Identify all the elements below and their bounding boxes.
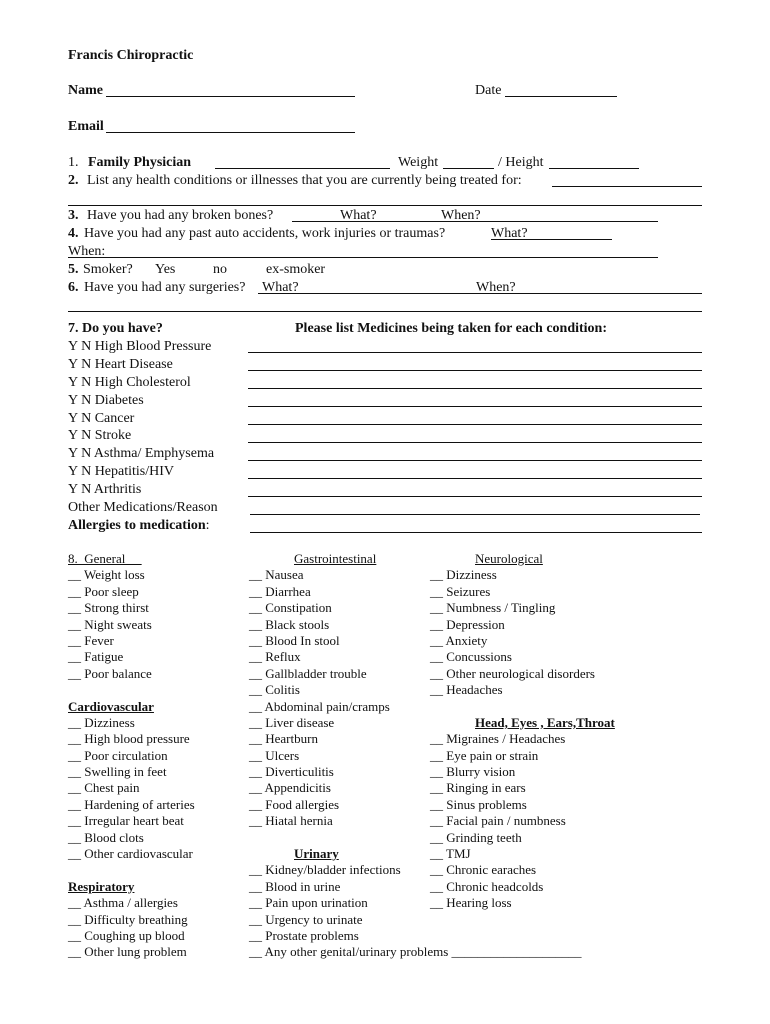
other-medications-field[interactable] (250, 514, 700, 515)
condition-item[interactable]: Y N Stroke (68, 428, 132, 444)
other-medications-label: Other Medications/Reason (68, 500, 218, 516)
q3-what-label: What? (340, 208, 377, 223)
symptom-item[interactable]: __ Blood In stool (249, 632, 340, 648)
symptom-item[interactable]: __ Ringing in ears (430, 780, 526, 796)
medicine-field[interactable] (248, 388, 702, 389)
date-label: Date (475, 83, 502, 98)
symptom-item[interactable]: __ Hardening of arteries (68, 796, 195, 812)
symptom-item[interactable]: __ Night sweats (68, 616, 152, 632)
symptom-item[interactable]: __ Poor sleep (68, 583, 139, 599)
q4-what-label: What? (491, 226, 528, 241)
symptom-item[interactable]: __ Fever (68, 632, 114, 648)
symptom-item[interactable]: __ Urgency to urinate (249, 911, 363, 927)
symptom-item[interactable]: __ Seizures (430, 583, 491, 599)
surgeries-field-line-2[interactable] (68, 311, 702, 312)
symptom-item[interactable]: __ Ulcers (249, 747, 300, 763)
symptom-item[interactable]: __ Liver disease (249, 714, 335, 730)
symptom-item[interactable]: __ Eye pain or strain (430, 747, 539, 763)
symptom-item[interactable]: __ High blood pressure (68, 731, 190, 747)
smoker-yes-option[interactable]: Yes (155, 262, 176, 277)
symptom-item[interactable]: __ Dizziness (68, 714, 135, 730)
symptom-item[interactable]: __ Any other genital/urinary problems ____________________ (249, 944, 582, 960)
condition-item[interactable]: Y N Hepatitis/HIV (68, 464, 175, 480)
symptom-item[interactable]: __ Diverticulitis (249, 764, 334, 780)
symptom-item[interactable]: __ Fatigue (68, 649, 124, 665)
symptom-item[interactable]: __ Chest pain (68, 780, 140, 796)
symptom-item[interactable]: __ Poor balance (68, 665, 152, 681)
q7-heading: 7. Do you have? (68, 321, 163, 336)
medicines-heading: Please list Medicines being taken for each condition: (295, 321, 607, 336)
gastrointestinal-heading: Gastrointestinal (294, 551, 377, 566)
symptom-item[interactable]: __ TMJ (430, 846, 471, 862)
symptom-item[interactable]: __ Abdominal pain/cramps (249, 698, 390, 714)
symptom-item[interactable]: __ Headaches (430, 682, 503, 698)
condition-item[interactable]: Y N High Cholesterol (68, 374, 191, 390)
q5-text: Smoker? (83, 262, 133, 277)
q3-when-label: When? (441, 208, 481, 223)
general-heading: 8. General (68, 551, 142, 566)
q6-when-label: When? (476, 280, 516, 295)
q5-number: 5. (68, 262, 79, 277)
symptoms-column-3 (430, 551, 615, 912)
allergies-label: Allergies to medication: (68, 517, 210, 533)
symptom-item[interactable]: __ Swelling in feet (68, 764, 167, 780)
name-field[interactable] (106, 96, 355, 97)
urinary-heading: Urinary (294, 846, 339, 862)
symptom-item[interactable]: __ Strong thirst (68, 600, 149, 616)
symptom-item[interactable]: __ Blood clots (68, 829, 144, 845)
symptom-item[interactable]: __ Blood in urine (249, 878, 341, 894)
symptom-item[interactable]: __ Migraines / Headaches (430, 731, 566, 747)
q3-number: 3. (68, 208, 79, 223)
condition-item[interactable]: Y N High Blood Pressure (68, 339, 212, 354)
symptom-item[interactable]: __ Appendicitis (249, 780, 331, 796)
medicine-field[interactable] (248, 478, 702, 479)
q6-number: 6. (68, 280, 79, 295)
q2-field-line-2[interactable] (68, 205, 702, 206)
medicine-field[interactable] (248, 496, 702, 497)
name-label: Name (68, 83, 103, 98)
form-title: Francis Chiropractic (68, 48, 194, 63)
symptom-item[interactable]: __ Black stools (249, 616, 330, 632)
symptom-item[interactable]: __ Colitis (249, 682, 300, 698)
medicine-field[interactable] (248, 460, 702, 461)
symptom-item[interactable]: __ Diarrhea (249, 583, 311, 599)
q4-number: 4. (68, 226, 79, 241)
q4-text: Have you had any past auto accidents, work injuries or traumas? (84, 226, 446, 241)
weight-field[interactable] (443, 168, 494, 169)
symptom-item[interactable]: __ Heartburn (249, 731, 318, 747)
symptom-item[interactable]: __ Constipation (249, 600, 332, 616)
condition-item[interactable]: Y N Arthritis (68, 482, 142, 498)
email-label: Email (68, 119, 104, 134)
symptom-item[interactable]: __ Grinding teeth (430, 829, 522, 845)
condition-item[interactable]: Y N Cancer (68, 410, 135, 426)
symptom-item[interactable]: __ Chronic earaches (430, 862, 537, 878)
conditions-list (68, 338, 218, 535)
smoker-ex-option[interactable]: ex-smoker (266, 262, 326, 277)
condition-item[interactable]: Y N Diabetes (68, 392, 144, 408)
symptom-item[interactable]: __ Difficulty breathing (68, 911, 188, 927)
medicine-field[interactable] (248, 406, 702, 407)
condition-item[interactable]: Y N Heart Disease (68, 356, 173, 372)
symptom-item[interactable]: __ Reflux (249, 649, 301, 665)
symptom-item[interactable]: __ Facial pain / numbness (430, 813, 566, 829)
symptom-item[interactable]: __ Blurry vision (430, 764, 516, 780)
smoker-no-option[interactable]: no (213, 262, 227, 277)
email-field[interactable] (106, 132, 355, 133)
respiratory-heading: Respiratory (68, 878, 135, 894)
symptom-item[interactable]: __ Concussions (430, 649, 512, 665)
medicine-field[interactable] (248, 370, 702, 371)
condition-item[interactable]: Y N Asthma/ Emphysema (68, 446, 215, 462)
symptom-item[interactable]: __ Coughing up blood (68, 927, 185, 943)
symptom-item[interactable]: __ Dizziness (430, 567, 497, 583)
allergies-field[interactable] (250, 532, 702, 533)
symptom-item[interactable]: __ Anxiety (430, 632, 488, 648)
q3-text: Have you had any broken bones? (87, 208, 274, 223)
symptom-item[interactable]: __ Food allergies (249, 796, 340, 812)
symptom-item[interactable]: __ Kidney/bladder infections (249, 862, 401, 878)
weight-label: Weight (398, 155, 439, 170)
symptom-item[interactable]: __ Asthma / allergies (68, 895, 178, 911)
symptom-item[interactable]: __ Hiatal hernia (249, 813, 333, 829)
symptom-item[interactable]: __ Chronic headcolds (430, 878, 544, 894)
medicine-field[interactable] (248, 442, 702, 443)
symptom-item[interactable]: __ Other neurological disorders (430, 665, 595, 681)
q6-text: Have you had any surgeries? (84, 280, 246, 295)
symptoms-column-1 (68, 551, 195, 961)
cardiovascular-heading: Cardiovascular (68, 698, 154, 714)
medicine-field[interactable] (248, 424, 702, 425)
head-eyes-ears-throat-heading: Head, Eyes , Ears,Throat (475, 714, 615, 730)
symptom-item[interactable]: __ Prostate problems (249, 927, 359, 943)
q1-label: Family Physician (88, 155, 192, 170)
family-physician-field[interactable] (215, 168, 390, 169)
q2-number: 2. (68, 173, 79, 188)
q6-what-label: What? (262, 280, 299, 295)
q2-text: List any health conditions or illnesses that you are currently being treated for: (87, 173, 522, 188)
accidents-what-field[interactable] (491, 239, 612, 240)
symptom-item[interactable]: __ Hearing loss (430, 895, 512, 911)
height-label: / Height (498, 155, 544, 170)
q1-number: 1. (68, 155, 79, 170)
q2-field[interactable] (552, 186, 702, 187)
symptom-item[interactable]: __ Weight loss (68, 567, 145, 583)
neurological-heading: Neurological (475, 551, 543, 566)
symptom-item[interactable]: __ Pain upon urination (249, 895, 368, 911)
date-field[interactable] (505, 96, 617, 97)
symptom-item[interactable]: __ Numbness / Tingling (430, 600, 556, 616)
symptom-item[interactable]: __ Other cardiovascular (68, 846, 193, 862)
height-field[interactable] (549, 168, 639, 169)
symptom-item[interactable]: __ Gallbladder trouble (249, 665, 367, 681)
symptom-item[interactable]: __ Sinus problems (430, 796, 527, 812)
q4-when-label: When: (68, 244, 106, 259)
accidents-when-field[interactable] (68, 257, 658, 258)
symptom-item[interactable]: __ Other lung problem (68, 944, 187, 960)
symptom-item[interactable]: __ Depression (430, 616, 505, 632)
symptom-item[interactable]: __ Nausea (249, 567, 304, 583)
symptom-item[interactable]: __ Poor circulation (68, 747, 168, 763)
symptom-item[interactable]: __ Irregular heart beat (68, 813, 184, 829)
medicine-field[interactable] (248, 352, 702, 353)
